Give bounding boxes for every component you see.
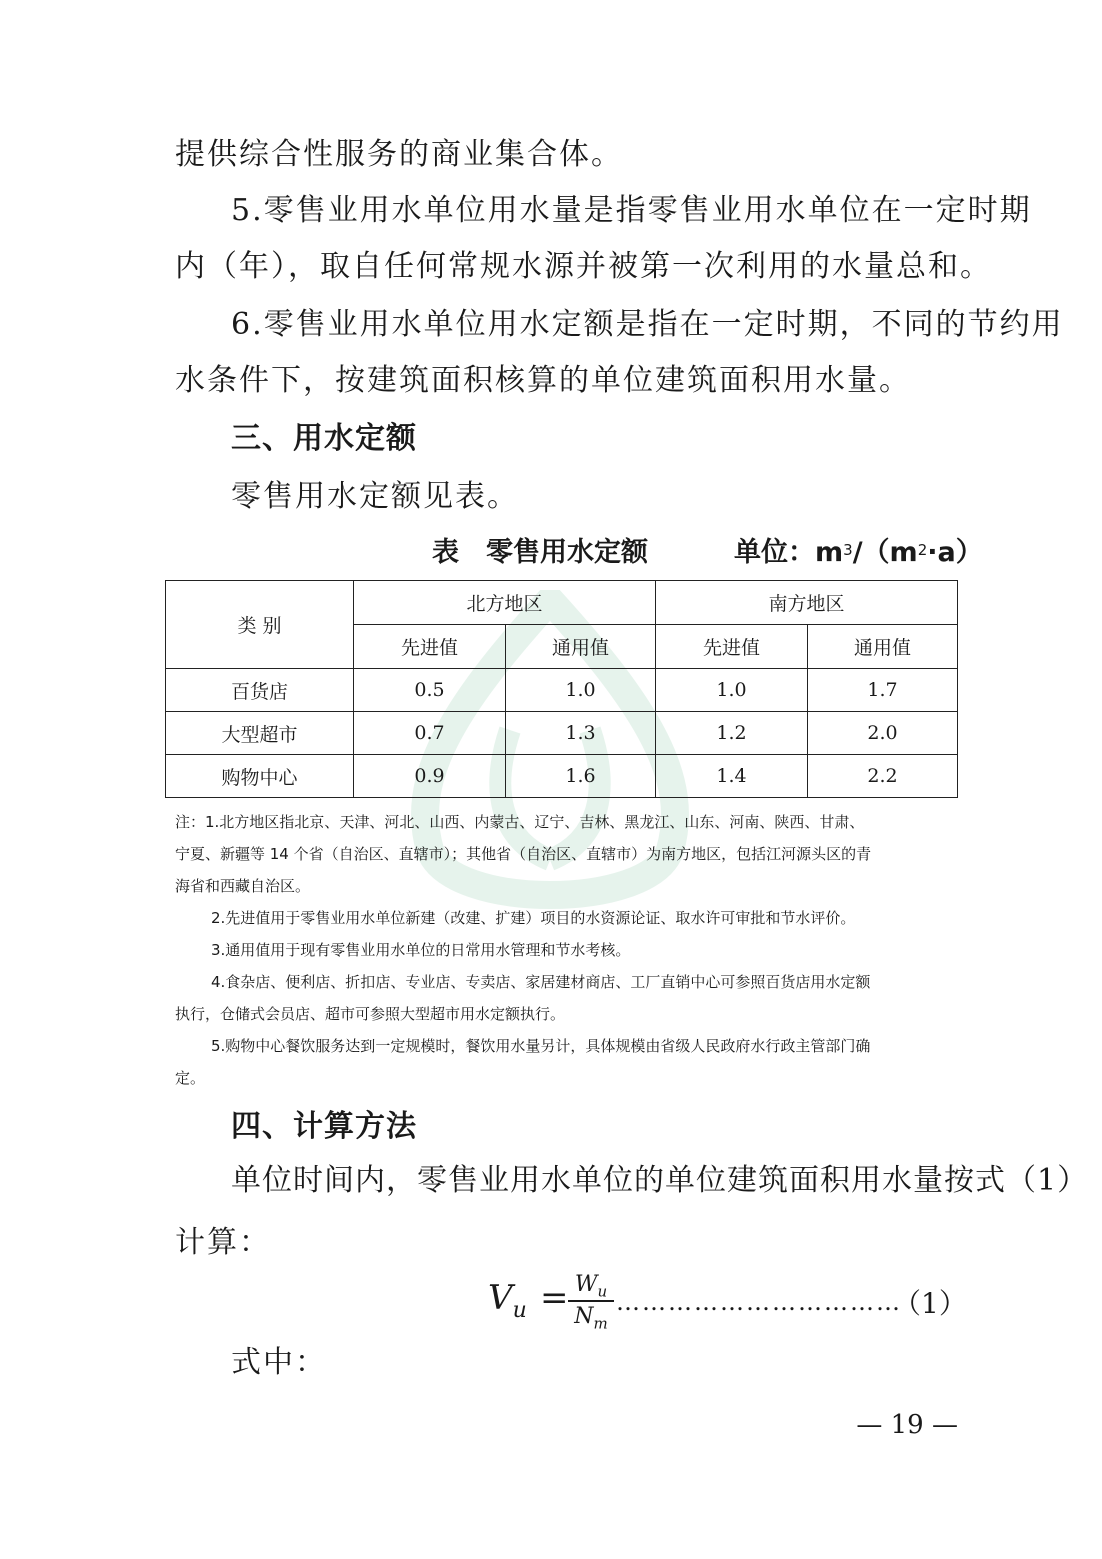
- paragraph-line: 计算：: [175, 1225, 271, 1260]
- table-row: [166, 669, 958, 712]
- cell-south-advanced: 1.0: [656, 669, 808, 712]
- paragraph-line: 单位时间内，零售业用水单位的单位建筑面积用水量按式（1）: [231, 1163, 1089, 1198]
- paragraph-line: 提供综合性服务的商业集合体。: [175, 137, 623, 172]
- subheader-advanced-north: 先进值: [354, 625, 506, 669]
- note-line: 注：1.北方地区指北京、天津、河北、山西、内蒙古、辽宁、吉林、黑龙江、山东、河南、陕西、甘肃、: [175, 813, 865, 831]
- row-category: 购物中心: [166, 755, 354, 798]
- quota-table: [165, 580, 958, 798]
- section-heading: 四、计算方法: [231, 1109, 417, 1144]
- cell-north-general: 1.6: [506, 755, 656, 798]
- header-north: 北方地区: [354, 581, 656, 625]
- table-caption: 表 零售用水定额: [432, 537, 648, 568]
- note-line: 3.通用值用于现有零售业用水单位的日常用水管理和节水考核。: [211, 941, 631, 959]
- cell-south-general: 2.2: [808, 755, 958, 798]
- header-category: 类 别: [166, 581, 354, 669]
- note-line: 宁夏、新疆等 14 个省（自治区、直辖市）；其他省（自治区、直辖市）为南方地区，包括江河源头区的青: [175, 845, 872, 863]
- cell-north-advanced: 0.9: [354, 755, 506, 798]
- cell-north-general: 1.3: [506, 712, 656, 755]
- note-line: 2.先进值用于零售业用水单位新建（改建、扩建）项目的水资源论证、取水许可审批和节水评价。: [211, 909, 856, 927]
- formula-1: [488, 1272, 967, 1333]
- formula-fraction: $W_u$ $N_m$: [568, 1272, 614, 1330]
- note-line: 定。: [175, 1069, 206, 1087]
- formula-number: （1）: [893, 1287, 967, 1320]
- cell-north-general: 1.0: [506, 669, 656, 712]
- cell-south-advanced: 1.2: [656, 712, 808, 755]
- cell-south-advanced: 1.4: [656, 755, 808, 798]
- paragraph-line: 水条件下，按建筑面积核算的单位建筑面积用水量。: [175, 363, 911, 398]
- paragraph-line: 6.零售业用水单位用水定额是指在一定时期，不同的节约用: [231, 307, 1064, 342]
- note-line: 执行，仓储式会员店、超市可参照大型超市用水定额执行。: [175, 1005, 566, 1023]
- paragraph-line: 式中：: [231, 1345, 327, 1380]
- cell-south-general: 1.7: [808, 669, 958, 712]
- table-row: [166, 755, 958, 798]
- paragraph-line: 零售用水定额见表。: [231, 479, 519, 514]
- formula-leader-dots: ……………………………: [616, 1288, 902, 1316]
- section-heading: 三、用水定额: [231, 421, 417, 456]
- formula-lhs: $V_u$: [488, 1278, 527, 1323]
- subheader-general-north: 通用值: [506, 625, 656, 669]
- page-number: — 19 —: [856, 1410, 958, 1440]
- row-category: 大型超市: [166, 712, 354, 755]
- cell-north-advanced: 0.7: [354, 712, 506, 755]
- row-category: 百货店: [166, 669, 354, 712]
- cell-north-advanced: 0.5: [354, 669, 506, 712]
- table-unit: 单位：$m^3/(m^2\cdot a)$: [734, 537, 983, 568]
- note-line: 4.食杂店、便利店、折扣店、专业店、专卖店、家居建材商店、工厂直销中心可参照百货店用水定额: [211, 973, 871, 991]
- subheader-advanced-south: 先进值: [656, 625, 808, 669]
- note-line: 海省和西藏自治区。: [175, 877, 311, 895]
- table-row: [166, 712, 958, 755]
- paragraph-line: 5.零售业用水单位用水量是指零售业用水单位在一定时期: [231, 193, 1032, 228]
- note-line: 5.购物中心餐饮服务达到一定规模时，餐饮用水量另计，具体规模由省级人民政府水行政主管部门确: [211, 1037, 871, 1055]
- subheader-general-south: 通用值: [808, 625, 958, 669]
- formula-equals: =: [540, 1278, 569, 1318]
- cell-south-general: 2.0: [808, 712, 958, 755]
- paragraph-line: 内（年），取自任何常规水源并被第一次利用的水量总和。: [175, 249, 992, 284]
- header-south: 南方地区: [656, 581, 958, 625]
